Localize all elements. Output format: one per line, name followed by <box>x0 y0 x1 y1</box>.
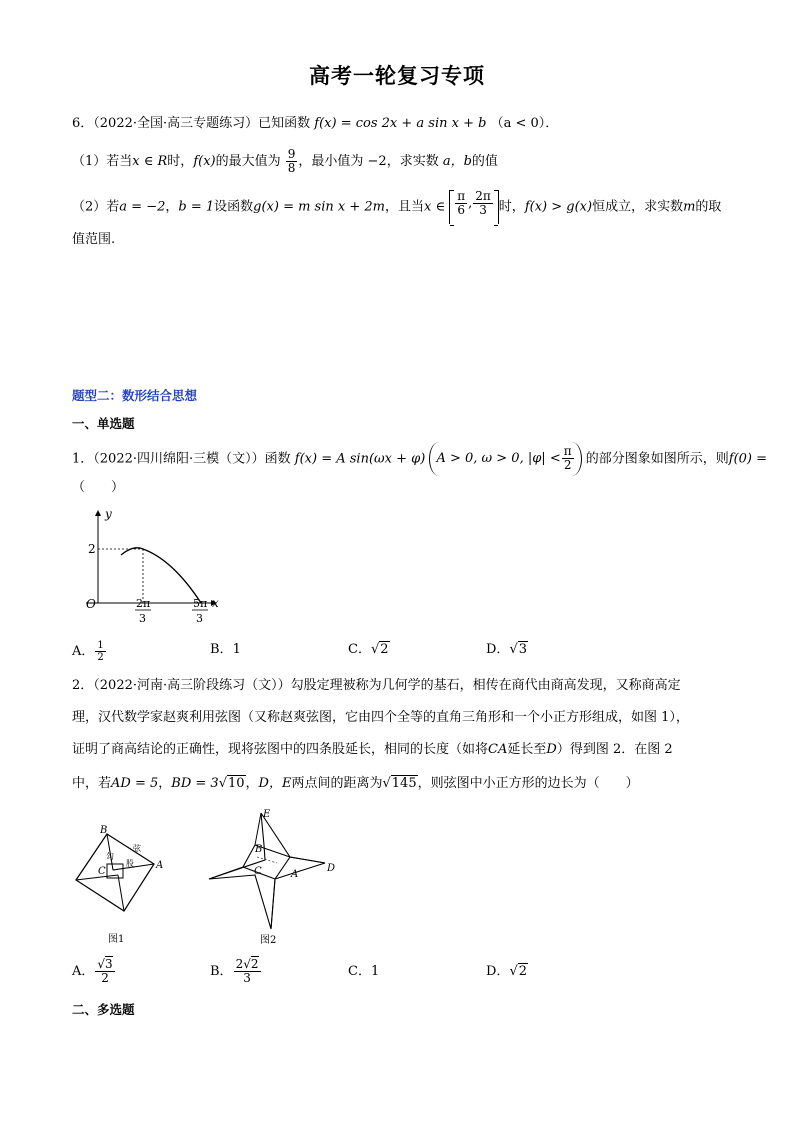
fig1-label-A: A <box>156 860 164 871</box>
q6-p2-m: 的取 <box>695 199 722 215</box>
q6-int-a-den: 6 <box>457 203 465 217</box>
q6-p2-l: m <box>683 199 696 215</box>
choice-letter: C． <box>348 642 371 657</box>
choice-letter: A． <box>72 644 95 659</box>
q1-choice-b[interactable] <box>210 640 241 660</box>
q6-p2-h: x ∈ <box>424 199 446 215</box>
q6-source: （2022·全国·高三专题练习） <box>93 116 259 131</box>
q6-part1 <box>72 148 732 175</box>
choice-letter: D． <box>486 642 510 657</box>
q6-p1-a: （1）若当 <box>72 154 133 169</box>
fig2-inner-square <box>243 845 290 879</box>
q6-interval: $\frac{\pi}{6}$ , $\frac{2\pi}{3}$ <box>449 190 499 224</box>
x-tick2-num: 5π <box>193 597 208 610</box>
q6-int-a-num: π <box>457 189 466 203</box>
choice-value: 3 <box>518 642 528 657</box>
q1-function: f(x) = A sin(ωx + φ) <box>294 451 426 467</box>
q2-choice-a[interactable]: A． $\frac{√3}{2}$ <box>72 957 113 985</box>
x-label: x <box>212 596 219 610</box>
q1-ask: f(0) = <box>728 451 768 467</box>
q2-l4-h: ，则弦图中小正方形的边长为（ ） <box>417 776 639 791</box>
q1-cond-text: A > 0, ω > 0, |φ| < <box>436 451 561 466</box>
q6-p1-d: f(x) <box>193 154 216 169</box>
q6-p2-c: ， <box>165 199 179 215</box>
choice-letter: D． <box>486 964 510 979</box>
q6-int-b-num: 2π <box>475 189 491 203</box>
choice-den: 3 <box>243 971 251 985</box>
q2-figure1 <box>70 822 170 952</box>
q2-choice-c[interactable] <box>348 962 379 982</box>
choice-num: 3 <box>105 957 113 971</box>
y-tick-2: 2 <box>88 542 96 556</box>
choice-value: 2 <box>380 642 389 657</box>
q2-figure2 <box>205 805 345 952</box>
fig2-label-D: D <box>327 863 336 874</box>
sine-curve <box>121 548 201 603</box>
q1-lead: 函数 <box>264 451 291 467</box>
q2-choice-b[interactable]: B． $\frac{2√2}{3}$ <box>210 957 259 985</box>
choice-letter: B． <box>210 642 233 657</box>
q2-source: （2022·河南·高三阶段练习（文）） <box>93 678 291 693</box>
q6-max-num: 9 <box>287 147 296 161</box>
q6-int-b-den: 3 <box>479 203 487 217</box>
q2-l4-f: D，E <box>258 776 292 791</box>
q1-choice-c[interactable]: C．√2 <box>348 642 389 657</box>
q6-p1-f: ，最小值为 −2，求实数 <box>298 154 439 169</box>
choice-value: 1 <box>232 642 241 657</box>
q6-p1-b: x ∈ R <box>132 154 168 169</box>
fig2-label-B: B <box>255 844 263 855</box>
x-tick2-den: 3 <box>196 612 203 625</box>
q2-number: 2． <box>72 678 94 693</box>
q6-end: ． <box>545 116 559 131</box>
q2-line1-text: 勾股定理被称为几何学的基石，相传在商代由商高发现，又称商高定 <box>290 678 681 693</box>
q1-graph <box>78 505 228 630</box>
q6-stem <box>72 114 732 134</box>
q2-choice-d[interactable]: D．√2 <box>486 964 528 979</box>
q2-l4-c: ， <box>158 776 172 791</box>
choice-value: 1 <box>370 964 380 979</box>
q6-condition: （a < 0） <box>490 116 546 131</box>
q2-l3-a: 证明了商高结论的正确性，现将弦图中的四条股延长，相同的长度（如将 <box>72 742 489 757</box>
section-heading: 题型二：数形结合思想 <box>72 388 198 403</box>
q6-lead: 已知函数 <box>258 116 311 131</box>
choice-den: 2 <box>97 652 104 663</box>
q1-cond-num: π <box>563 444 572 458</box>
fig2-label-A: A <box>291 869 299 880</box>
q1-blank: （ ） <box>72 480 125 495</box>
q6-p2-g: ，且当 <box>384 199 424 215</box>
q6-max-den: 8 <box>287 161 296 175</box>
x-tick1-den: 3 <box>139 612 146 625</box>
fig1-label-gu: 股 <box>126 859 134 868</box>
q2-line4: 中，若AD = 5，BD = 3√10，D，E两点间的距离为√145，则弦图中小正方形的边长为（ ） <box>72 776 639 791</box>
q6-number: 6． <box>72 116 94 131</box>
choice-value: 2 <box>518 964 528 979</box>
q2-l4-b: AD = 5 <box>111 776 159 791</box>
q2-l4-e: ， <box>245 776 259 791</box>
q2-l3-e: ）得到图 2．在图 2 <box>556 742 673 757</box>
q2-line1 <box>72 676 732 696</box>
q6-equation: = cos 2x + a sin x + b <box>336 116 487 131</box>
fig1-label-gou: 勾 <box>106 852 114 861</box>
fig2-caption: 图2 <box>260 935 277 946</box>
q2-l4-rad2: 145 <box>391 776 417 791</box>
choice-letter: B． <box>210 964 233 979</box>
choice-num: 2 <box>250 957 259 971</box>
q2-line3 <box>72 740 732 760</box>
q6-max-fraction <box>286 148 298 175</box>
fig1-caption: 图1 <box>108 934 125 945</box>
fig1-line <box>118 875 124 911</box>
q1-tail: 的部分图象如图所示，则 <box>585 451 729 467</box>
q1-choice-d[interactable]: D．√3 <box>486 642 528 657</box>
q6-p1-g: a，b <box>442 154 472 169</box>
choice-coef: 2 <box>235 957 244 971</box>
q1-condition <box>429 442 581 476</box>
page-title: 高考一轮复习专项 <box>309 64 485 88</box>
origin-label: O <box>86 597 96 611</box>
choice-letter: C． <box>348 964 371 979</box>
multi-choice-heading: 二、多选题 <box>72 1002 135 1017</box>
fig1-outer-square <box>76 834 154 911</box>
q2-l3-d: D <box>546 742 557 757</box>
fig2-label-E: E <box>263 809 271 820</box>
q6-part2 <box>72 190 732 224</box>
q6-p2-d: b = 1 <box>178 199 215 215</box>
q2-line2: 理，汉代数学家赵爽利用弦图（又称赵爽弦图，它由四个全等的直角三角形和一个小正方形组成，如图 1）， <box>72 710 689 725</box>
q1-stem <box>72 442 768 476</box>
q6-p2-e: 设函数 <box>214 199 254 215</box>
q2-l4-d: BD = 3 <box>171 776 219 791</box>
q6-p2-f: g(x) = m sin x + 2m <box>253 199 385 215</box>
q6-fx: f(x) <box>314 116 337 131</box>
choice-num: 1 <box>97 640 104 651</box>
q6-p2-b: a = −2 <box>119 199 166 215</box>
q1-cond-den: 2 <box>563 458 572 472</box>
q6-p2-j: f(x) > g(x) <box>524 199 593 215</box>
q6-p1-e: 的最大值为 <box>215 154 281 169</box>
q1-source: （2022·四川绵阳·三模（文）） <box>93 451 265 467</box>
y-label: y <box>105 507 112 521</box>
q2-l4-g: 两点间的距离为 <box>291 776 383 791</box>
q6-p2-i: 时， <box>498 199 525 215</box>
q2-l3-c: 延长至 <box>507 742 547 757</box>
q1-number: 1． <box>72 451 94 467</box>
choice-den: 2 <box>101 971 109 985</box>
q2-l4-rad: 10 <box>227 776 245 791</box>
q6-part2-cont: 值范围. <box>72 232 116 247</box>
q6-p1-h: 的值 <box>471 154 498 169</box>
q2-l3-b: CA <box>488 742 508 757</box>
choice-letter: A． <box>72 964 95 979</box>
fig1-label-B: B <box>100 825 108 836</box>
q6-p2-k: 恒成立，求实数 <box>592 199 684 215</box>
single-choice-heading: 一、单选题 <box>72 416 135 431</box>
fig2-outline <box>209 813 325 929</box>
q2-l4-a: 中，若 <box>72 776 112 791</box>
x-tick1-num: 2π <box>136 597 151 610</box>
fig2-label-C: C <box>254 866 262 877</box>
fig1-label-xian: 弦 <box>133 844 141 853</box>
fig1-label-C: C <box>98 866 106 877</box>
q6-p2-a: （2）若 <box>72 199 120 215</box>
q1-choice-a[interactable] <box>72 640 107 663</box>
q6-p1-c: 时， <box>167 154 194 169</box>
